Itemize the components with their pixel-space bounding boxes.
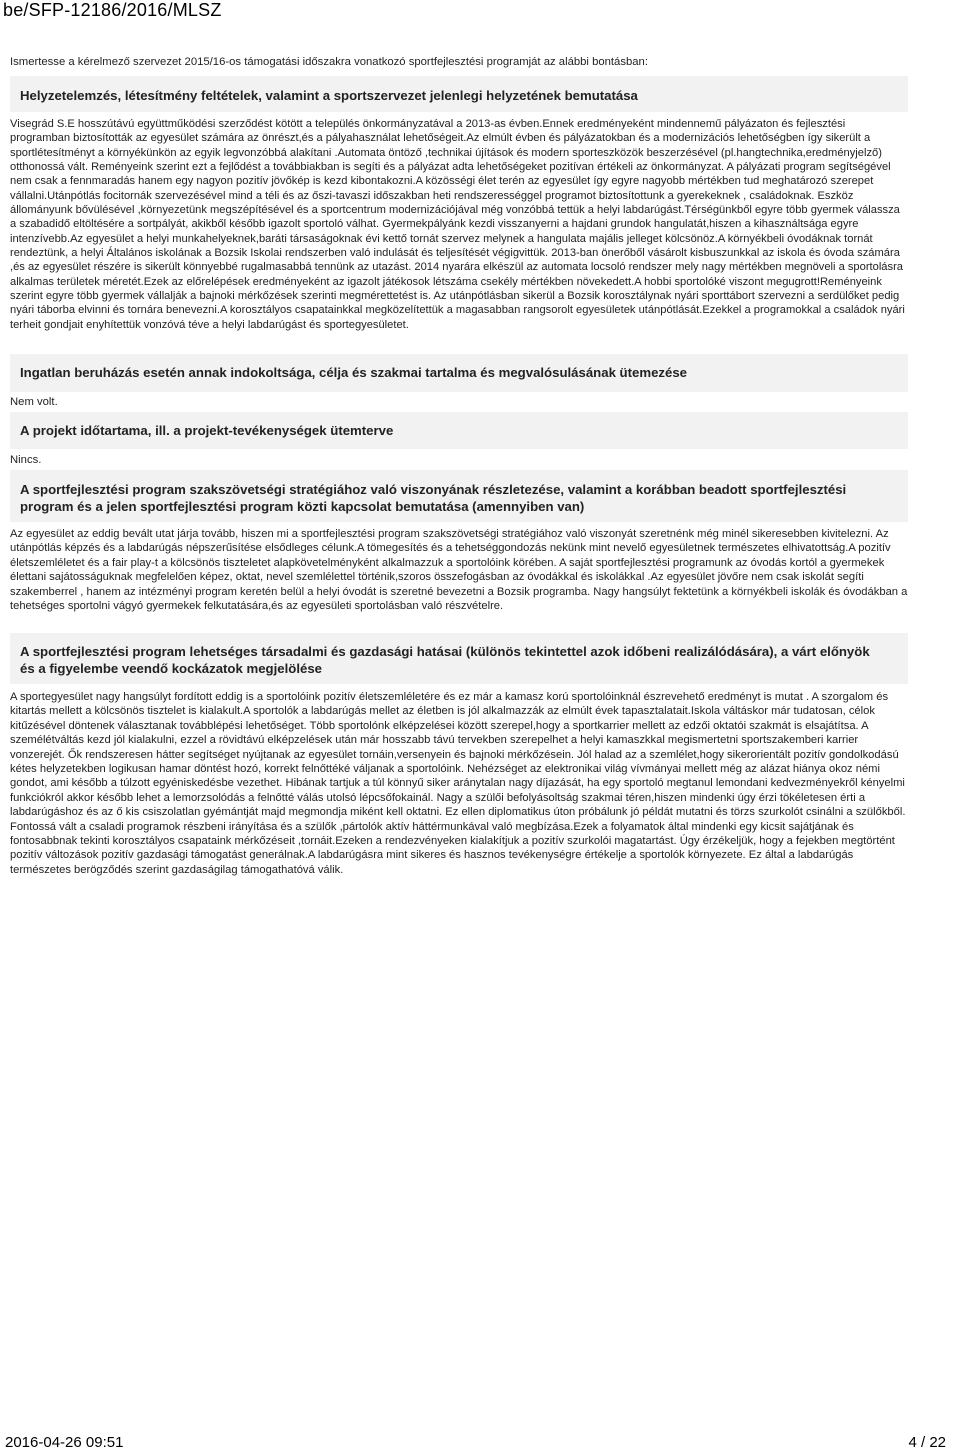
section-body-situation: Visegrád S.E hosszútávú együttműködési szerződést kötött a település önkormányzatával a 2013-as évben.Ennek eredményeként mindennemű pályázaton és fejlesztési programban biztosították az egyesület számára az önrészt,és a pályahasználat lehetőségeit.Az elmúlt évben és pályázatokban és a modernizációs lehetőségben így sikerült a sportlétesítményt a környékünkön az egyik legvonzóbbá alakítani .Automata öntöző ,technikai újítások és modern sporteszközök beszerzésével (pl.hangtechnika,eredményjelző) otthonossá vált. Reményeink szerint ezt a fejlődést a továbbiakban is segíti és a pályázat adta lehetőségeket pozitívan értékeli az önkormányzat. A pályázati program segítségével nem csak a fennmaradás hanem egy nagyon pozitív jövőkép is kezd kibontakozni.A közösségi élet terén az egyesület így egyre nagyobb mértékben tud meghatározó szerepet vállalni.Utánpótlás focitornák szervezésével mind a téli és az őszi-tavaszi időszakban heti rendszerességgel programot biztosítottunk a gyerekeknek , családoknak. Eszköz állományunk bővülésével ,környezetünk megszépítésével és a sportcentrum modernizációjával még vonzóbbá tettük a helyi labdarúgást.Térségünkből egyre több gyermek válassza a szabadidő eltöltésére a sortpályát, akikből később igazolt sportoló válhat. Gyermekpályánk kezdi visszanyerni a hajdani grundok hangulatát,hiszen a kihasználtsága egyre intenzívebb.Az egyesület a helyi munkahelyeknek,baráti társaságoknak évi kettő tornát szervez melynek a hangulata majális jelleget kölcsönöz.A környékbeli óvodáknak tornát rendeztünk, a helyi Általános iskolának a Bozsik Iskolai rendszerben való indulását és teljesítését végigvittük. 2013-ban önerőből vásárolt kisbuszunkkal az iskola és óvoda számára ,és az egyesület részére is sikerült könnyebbé rugalmasabbá tennünk az utazást. 2014 nyarára elkészül az automata locsoló rendszer mely nagy mértékben megnöveli a sportolásra alkalmas területek méretét.Ezek az előrelépések eredményeként az igazolt játékosok létszáma csekély mértékben növekedett.A hobbi sportolóké viszont megugrott!Reményeink szerint egyre több gyermek vállalják a bajnoki mérkőzések szerinti megmérettetést is. Az utánpótlásban sikerül a Bozsik korosztálynak nyári sporttábort szervezni a serdülőket pedig nyári táborba elvinni és tornára benevezni.A korosztályos csapatainkkal megközelítettük a magasabban rangsorolt egyesületek utánpótlását.Ezekkel a programokkal a családok nyári terheit gondjait enyhítettük vonzóvá téve a helyi labdarúgást és sportegyesületet. — [10, 118, 905, 331]
section-heading-real-estate: Ingatlan beruházás esetén annak indokoltsága, célja és szakmai tartalma és megvalósulásának ütemezése — [10, 354, 908, 392]
section-body-strategy: Az egyesület az eddig bevált utat járja tovább, hiszen mi a sportfejlesztési program szakszövetségi stratégiához való viszonyát szeretnénk még minél sikeresebben kivitelezni. Az utánpótlás képzés és a labdarúgás népszerűsítése elsődleges célunk.A tömegesítés és a tehetséggondozás nekünk mint nevelő egyesületnek természetes elhivatottság.A pozitív életszemléletet és a fair play-t a kölcsönös tiszteletet alapkövetelményként alkalmazzuk a sportolóink körében. A saját sportfejlesztési programunk az óvodás kortól a gyermekek élettani sajátosságuknak megfelelően képez, oktat, nevel szemlélettel történik,szoros összefogásban az óvodákkal és iskolákkal .Az egyesület jövőre nem csak iskolát segíti szakemberrel , hanem az intézményi program keretén belül a helyi óvodát is szeretné bevezetni a Bozsik programba. Nagy hangsúlyt fektetünk a környékbeli iskolák és óvodákban a tehetséges sportolni vágyó gyermekek felkutatására,és az egyesületi sportolásban való részvételre. — [10, 528, 908, 613]
footer-timestamp: 2016-04-26 09:51 — [5, 1434, 124, 1451]
section-heading-situation: Helyzetelemzés, létesítmény feltételek, valamint a sportszervezet jelenlegi helyzetének bemutatása — [10, 76, 908, 112]
section-heading-strategy: A sportfejlesztési program szakszövetségi stratégiához való viszonyának részletezése, valamint a korábban beadott sportfejlesztési program és a jelen sportfejlesztési program közti kapcsolat bemutatása (amennyiben van) — [10, 470, 908, 522]
section-body-real-estate: Nem volt. — [10, 396, 58, 408]
intro-text: Ismertesse a kérelmező szervezet 2015/16-os támogatási időszakra vonatkozó sportfejlesztési programját az alábbi bontásban: — [10, 56, 648, 68]
section-body-impact: A sportegyesület nagy hangsúlyt fordított eddig is a sportolóink pozitív életszemléletére és ez már a kamasz korú sportolóinknál észrevehető eredményt is mutat . A szorgalom és kitartás mellett a kölcsönös tisztelet is kialakult.A sportolók a labdarúgás mellet az életben is jól alkalmazzák az elmúlt évek tapasztalatait.Iskola váltáskor már tudatosan, célok kitűzésével döntenek választanak továbblépési lehetőséget. Több sportolónk elképzelései között szerepel,hogy a sportkarrier mellett az edzői oktatói szakmát is elsajátítsa. A személétváltás kezd jól kialakulni, ezzel a rövidtávú elképzelések után már hosszabb távú tervekben szerepelhet a helyi kamaszkkal megismertetni sportszakemberi karrier vonzerejét. Ők rendszeresen hátter segítséget nyújtanak az egyesület tornáin,versenyein és bajnoki mérkőzésein. Jól halad az a szemlélet,hogy sikerorientált pozitív gondolkodású kétes helyzetekben logikusan hamar döntést hozó, korrekt felnőttéké váljanak a sportolóink. Nehézséget az elektronikai világ vívmányai mellett még az alázat hiánya okoz némi gondot, ami később a túlzott egyéniskedésbe vezethet. Hibának tartjuk a túl könnyű siker aránytalan nagy díjazását, ha egy sportoló megtanul lemondani kedvezményekről kényelmi funkciókról akkor később lehet a lemorzsolódás a felnőtté válás utolsó lépcsőfokainál. Nagy a szülői befolyásoltság szakmai téren,hiszen mindenki úgy érzi tökéletesen érti a labdarúgáshoz és az ő kis csiszolatlan gyémántját majd megmondja miként kell oktatni. Ez ellen diplomatikus úton próbálunk jó példát mutatni és törzs szurkolót csinálni a szülőkből. Fontossá vált a csaladi programok részbeni irányítása és a szülők ,pártolók aktív háttérmunkával való megbízása.Ezek a folyamatok által mindenki egy kicsit sajátjának és fontosabbnak tekinti korosztályos csapataink mérkőzéseit ,tornáit.Ezeken a rendezvényeken kialakítjuk a pozitív szurkolói magatartást. Úgy érzékeljük, hogy a fejekben megtörtént pozitív változások pozitív gazdasági támogatást generálnak.A labdarúgásra mint sikeres és hasznos tevékenységre értékelje a sportolók környezete. Ez által a labdarúgás természetes berögződés szerint gazdaságilag támogathatóvá válik. — [10, 691, 906, 876]
document-id: be/SFP-12186/2016/MLSZ — [3, 0, 222, 20]
section-heading-project-duration: A projekt időtartama, ill. a projekt-tevékenységek ütemterve — [10, 412, 908, 449]
section-body-project-duration: Nincs. — [10, 454, 42, 466]
section-heading-impact: A sportfejlesztési program lehetséges társadalmi és gazdasági hatásai (különös tekintettel azok időbeni realizálódására), a várt előnyök és a figyelembe veendő kockázatok megjelölése — [10, 633, 908, 684]
footer-page-number: 4 / 22 — [908, 1434, 946, 1451]
